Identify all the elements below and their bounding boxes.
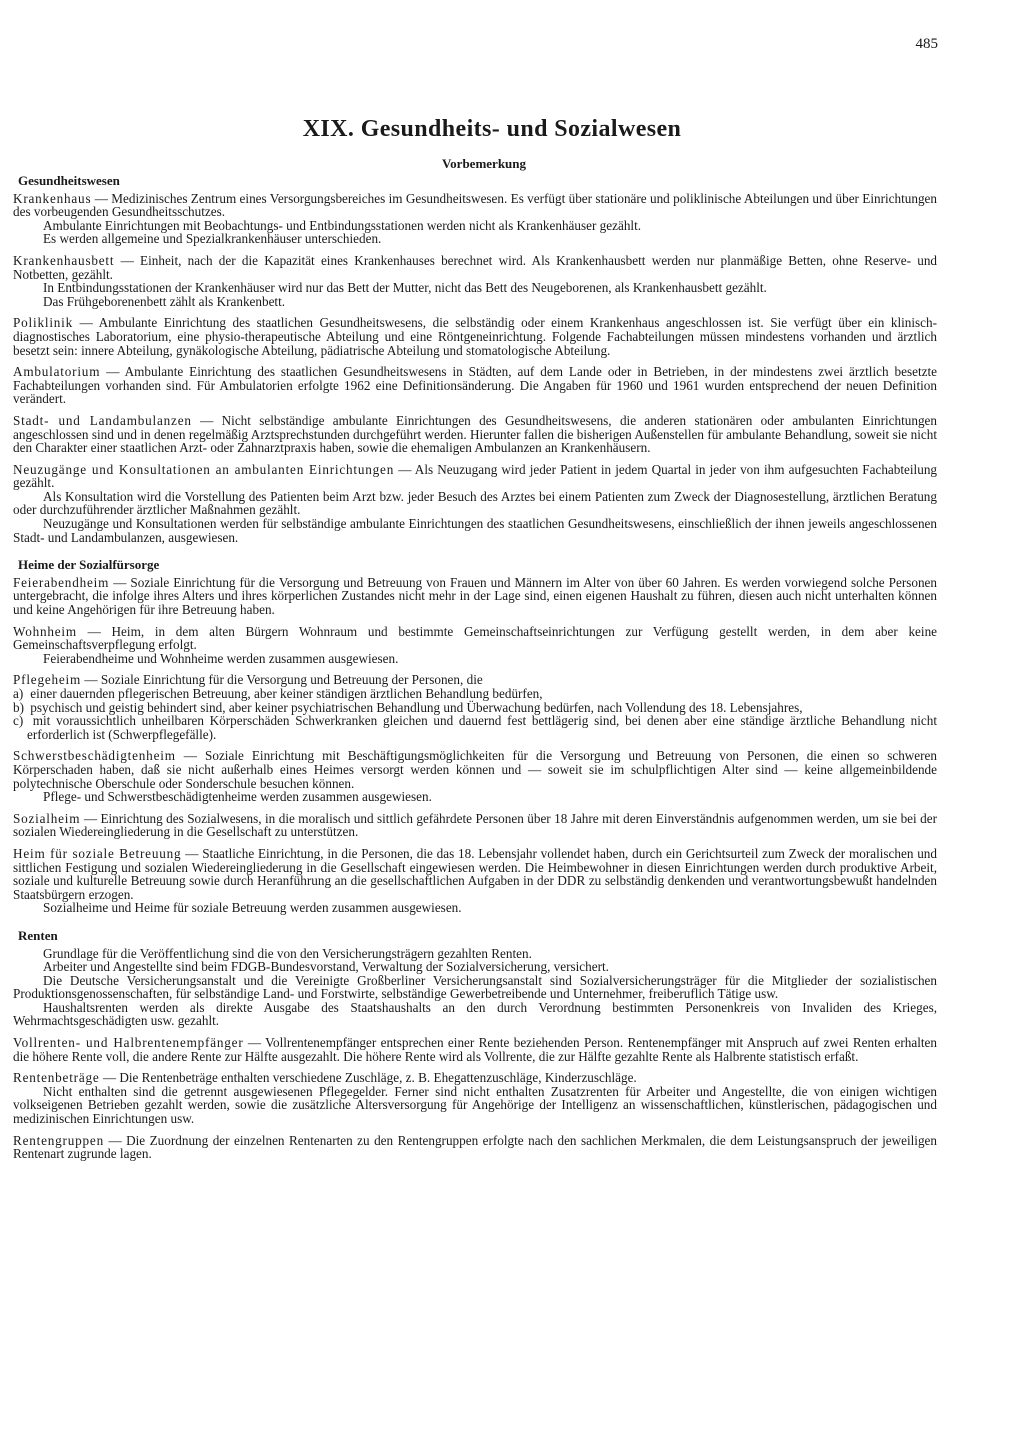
definition-text: — Soziale Einrichtung für die Versorgung und Betreuung der Personen, die <box>84 672 483 688</box>
definition-paragraph <box>13 463 937 490</box>
definition-entry <box>13 1071 937 1125</box>
definition-paragraph <box>13 812 937 839</box>
definition-note: In Entbindungsstationen der Krankenhäuser wird nur das Bett der Mutter, nicht das Bett des Neugeborenen, als Krankenhausbett gezählt. <box>43 280 767 296</box>
definition-paragraph <box>13 1071 937 1085</box>
intro-paragraph: Haushaltsrenten werden als direkte Ausgabe des Staatshaushalts an den durch Verordnung bestimmten Personenkreis von Invaliden des Krieges, Wehrmachtsgeschädigten usw. gezahlt. <box>13 999 937 1029</box>
definition-entry <box>13 625 937 666</box>
definition-entry <box>13 749 937 803</box>
definition-term: Sozialheim <box>13 810 81 826</box>
list-item-text: einer dauernden pflegerischen Betreuung, aber keiner ständigen ärztlichen Behandlung bedürfen, <box>30 686 543 701</box>
definition-text: — Die Rentenbeträge enthalten verschiedene Zuschläge, z. B. Ehegattenzuschläge, Kinderzuschläge. <box>102 1070 637 1086</box>
definition-entry <box>13 316 937 357</box>
definition-term: Neuzugänge und Konsultationen an ambulanten Einrichtungen <box>13 461 395 477</box>
definition-entry <box>13 812 937 839</box>
page-number: 485 <box>915 36 938 52</box>
definition-text: — Als Neuzugang wird jeder Patient in jedem Quartal in jeder von ihm aufgesuchten Fachabteilung gezählt. <box>13 461 938 491</box>
definition-note: Sozialheime und Heime für soziale Betreuung werden zusammen ausgewiesen. <box>43 900 462 916</box>
definition-term: Schwerstbeschädigtenheim <box>13 748 176 764</box>
definition-paragraph <box>13 365 937 406</box>
definition-text: — Heim, in dem alten Bürgern Wohnraum und bestimmte Gemeinschaftseinrichtungen zur Verfügung gestellt werden, in dem aber keine Gemeinschaftsverpflegung erfolgt. <box>13 623 938 653</box>
definition-text: — Einheit, nach der die Kapazität eines Krankenhauses berechnet wird. Als Krankenhausbett werden nur planmäßige Betten, ohne Reserve- und Notbetten, gezählt. <box>13 252 938 282</box>
definition-paragraph <box>13 749 937 790</box>
definition-note: Das Frühgeborenenbett zählt als Krankenbett. <box>43 293 286 309</box>
definition-term: Rentengruppen <box>13 1132 104 1148</box>
definition-note: Es werden allgemeine und Spezialkrankenhäuser unterschieden. <box>43 231 382 247</box>
definition-text: — Die Zuordnung der einzelnen Rentenarten zu den Rentengruppen erfolgte nach den sachlichen Merkmalen, die dem Leistungsanspruch der jeweiligen Rentenart zugrunde lagen. <box>13 1132 938 1162</box>
preliminary-heading: Vorbemerkung <box>441 156 527 171</box>
definition-term: Poliklinik <box>13 315 74 331</box>
definition-paragraph <box>13 414 937 455</box>
definition-term: Rentenbeträge <box>13 1070 100 1086</box>
definition-note: Feierabendheime und Wohnheime werden zusammen ausgewiesen. <box>43 650 399 666</box>
section-heading: Heime der Sozialfürsorge <box>18 557 160 573</box>
definition-entry <box>13 1134 937 1161</box>
definition-entry <box>13 463 937 545</box>
list-item-label: c) <box>13 713 24 729</box>
section-heading: Renten <box>18 927 58 943</box>
definition-term: Heim für soziale Betreuung <box>13 845 182 861</box>
definition-paragraph <box>13 576 937 617</box>
definition-entry <box>13 1036 937 1063</box>
definition-term: Wohnheim <box>13 623 77 639</box>
section-intro <box>13 947 937 1029</box>
definition-text: — Einrichtung des Sozialwesens, in die moralisch und sittlich gefährdete Personen über 18 Jahre mit deren Einverständnis aufgenommen werden, um sie bei der sozialen Wiedereingliederung in die Gesellschaft zu unterstützen. <box>13 810 937 840</box>
definition-paragraph <box>13 192 937 219</box>
definition-text: — Vollrentenempfänger entsprechen einer Rente beziehenden Person. Rentenempfänger mit Anspruch auf zwei Renten erhalten die höhere Rente voll, die andere Rente zur Hälfte ausgezahlt. Die höhere Rente wird als Vollrente, die zur Hälfte gezahlte Rente als Halbrente statistisch erfaßt. <box>13 1035 938 1064</box>
definition-note: Als Konsultation wird die Vorstellung des Patienten beim Arzt bzw. jeder Besuch des Arztes bei einem Patienten zum Zweck der Diagnosestellung, ärztlichen Beratung oder durchzuführender ärztlicher Maßnahmen gezählt. <box>13 488 937 518</box>
definition-term: Pflegeheim <box>13 672 82 688</box>
definition-entry <box>13 365 937 406</box>
definition-paragraph <box>13 673 937 687</box>
list-item-label: a) <box>13 686 24 701</box>
definition-text: — Ambulante Einrichtung des staatlichen Gesundheitswesens, die selbständig oder einem Krankenhaus angeschlossen ist. Sie verfügt über ein klinisch-diagnostisches Laboratorium, eine physio-therapeutische Abteilung und eine Röntgeneinrichtung. Folgende Fachabteilungen müssen mindestens vorhanden und ärztlich besetzt sein: innere Abteilung, gynäkologische Abteilung, pädiatrische Abteilung und stomatologische Abteilung. <box>13 315 938 358</box>
definition-entry <box>13 192 937 246</box>
definition-note: Neuzugänge und Konsultationen werden für selbständige ambulante Einrichtungen des staatlichen Gesundheitswesens, einschließlich der ihnen jeweils angeschlossenen Stadt- und Landambulanzen, ausgewiesen. <box>13 516 937 545</box>
definition-entry <box>13 254 937 308</box>
definition-entry <box>13 576 937 617</box>
list-item-text: mit voraussichtlich unheilbaren Körperschäden Schwerkranken gleichen und dauernd fest bettlägerig sind, bei denen aber eine ständige ärztliche Behandlung nicht erforderlich ist (Schwerpflegefälle). <box>27 713 937 742</box>
definition-text: — Nicht selbständige ambulante Einrichtungen des Gesundheitswesens, die anderen stationären oder ambulanten Einrichtungen angeschlossen sind und in denen regelmäßig Arztsprechstunden durchgeführt werden. Hierunter fallen die bisherigen Außenstellen für ambulante Behandlung, soweit sie nicht den Charakter einer staatlichen Arzt- oder Zahnarztpraxis haben, sowie die ehemaligen Ambulanzen an Krankenhäusern. <box>13 412 937 456</box>
definition-paragraph <box>13 847 937 901</box>
chapter-title: XIX. Gesundheits- und Sozialwesen <box>302 116 682 142</box>
definition-text: — Medizinisches Zentrum eines Versorgungsbereiches im Gesundheitswesen. Es verfügt über stationäre und poliklinische Abteilungen und über Einrichtungen des vorbeugenden Gesundheitsschutzes. <box>13 190 938 220</box>
definition-term: Vollrenten- und Halbrentenempfänger <box>13 1035 244 1051</box>
definition-entry <box>13 414 937 455</box>
definition-note: Ambulante Einrichtungen mit Beobachtungs- und Entbindungsstationen werden nicht als Krankenhäuser gezählt. <box>43 217 642 233</box>
definition-term: Krankenhausbett <box>13 252 115 268</box>
definition-text: — Ambulante Einrichtung des staatlichen Gesundheitswesens in Städten, auf dem Lande oder in Betrieben, in der mindestens zwei ärztlich besetzte Fachabteilungen vorhanden sind. Für Ambulatorien erfolgte 1962 eine Definitionsänderung. Die Angaben für 1960 und 1961 wurden entsprechend der neuen Definition verändert. <box>13 364 937 407</box>
intro-paragraph: Grundlage für die Veröffentlichung sind die von den Versicherungsträgern gezahlten Renten. <box>43 945 532 961</box>
definition-note: Nicht enthalten sind die getrennt ausgewiesenen Pflegegelder. Ferner sind nicht enthalten Zusatzrenten für Arbeiter und Angestellte, die von einigen wichtigen volkseigenen Betrieben gezahlt werden, sowie die zusätzliche Altersversorgung für Angehörige der Intelligenz an wissenschaftlichen, künstlerischen, pädagogischen und medizinischen Einrichtungen usw. <box>13 1083 937 1127</box>
definition-term: Krankenhaus <box>13 190 92 206</box>
definition-paragraph <box>13 625 937 652</box>
intro-paragraph: Arbeiter und Angestellte sind beim FDGB-Bundesvorstand, Verwaltung der Sozialversicherung, versichert. <box>43 959 609 975</box>
definition-term: Ambulatorium <box>13 364 101 380</box>
definition-term: Feierabendheim <box>13 574 110 590</box>
definition-paragraph <box>13 316 937 357</box>
section-heading: Gesundheitswesen <box>18 173 120 188</box>
definition-text: — Staatliche Einrichtung, in die Personen, die das 18. Lebensjahr vollendet haben, durch ein Gerichtsurteil zum Zweck der moralischen und sittlichen Festigung und sozialen Wiedereingliederung in die Gesellschaft eingewiesen werden. Die Heimbewohner in diesen Einrichtungen werden durch produktive Arbeit, soziale und kulturelle Betreuung sowie durch Heranführung an die gesellschaftlichen Aufgaben in der DDR zu selbständig denkenden und verantwortungsbewußt handelnden Staatsbürgern erzogen. <box>13 845 937 902</box>
definition-term: Stadt- und Landambulanzen <box>13 412 192 428</box>
document-body <box>13 174 937 1169</box>
list-item <box>13 701 937 715</box>
definition-entry <box>13 847 937 915</box>
definition-paragraph <box>13 1036 937 1063</box>
intro-paragraph: Die Deutsche Versicherungsanstalt und die Vereinigte Großberliner Versicherungsanstalt sind Sozialversicherungsträger für die Mitglieder der sozialistischen Produktionsgenossenschaften, für selbständige Land- und Forstwirte, selbständige Gewerbetreibende und Unternehmer, freiberuflich Tätige usw. <box>13 972 937 1002</box>
definition-entry <box>13 673 937 741</box>
definition-text: — Soziale Einrichtung für die Versorgung und Betreuung von Frauen und Männern im Alter von über 60 Jahren. Es werden vorwiegend solche Personen untergebracht, die infolge ihres Alters und ihres körperlichen Zustandes nicht mehr in der Lage sind, einen eigenen Haushalt zu führen, diesen auch nicht unterhalten können und keine Angehörigen für ihre Betreuung haben. <box>13 574 938 618</box>
definition-text: — Soziale Einrichtung mit Beschäftigungsmöglichkeiten für die Versorgung und Betreuung von Personen, die einen so schweren Körperschaden haben, daß sie nicht außerhalb eines Heimes versorgt werden können und — soweit sie im schulpflichtigen Alter sind — keine allgemeinbildende polytechnische Oberschule oder Sonderschule besuchen können. <box>13 748 937 791</box>
definition-paragraph <box>13 254 937 281</box>
list-item-text: psychisch und geistig behindert sind, aber keiner psychiatrischen Behandlung und Überwachung bedürfen, nach Vollendung des 18. Lebensjahres, <box>30 699 803 715</box>
list-item <box>13 714 937 741</box>
definition-note: Pflege- und Schwerstbeschädigtenheime werden zusammen ausgewiesen. <box>43 789 432 805</box>
list-item-label: b) <box>13 699 24 715</box>
definition-paragraph <box>13 1134 937 1161</box>
list-item <box>13 687 937 701</box>
